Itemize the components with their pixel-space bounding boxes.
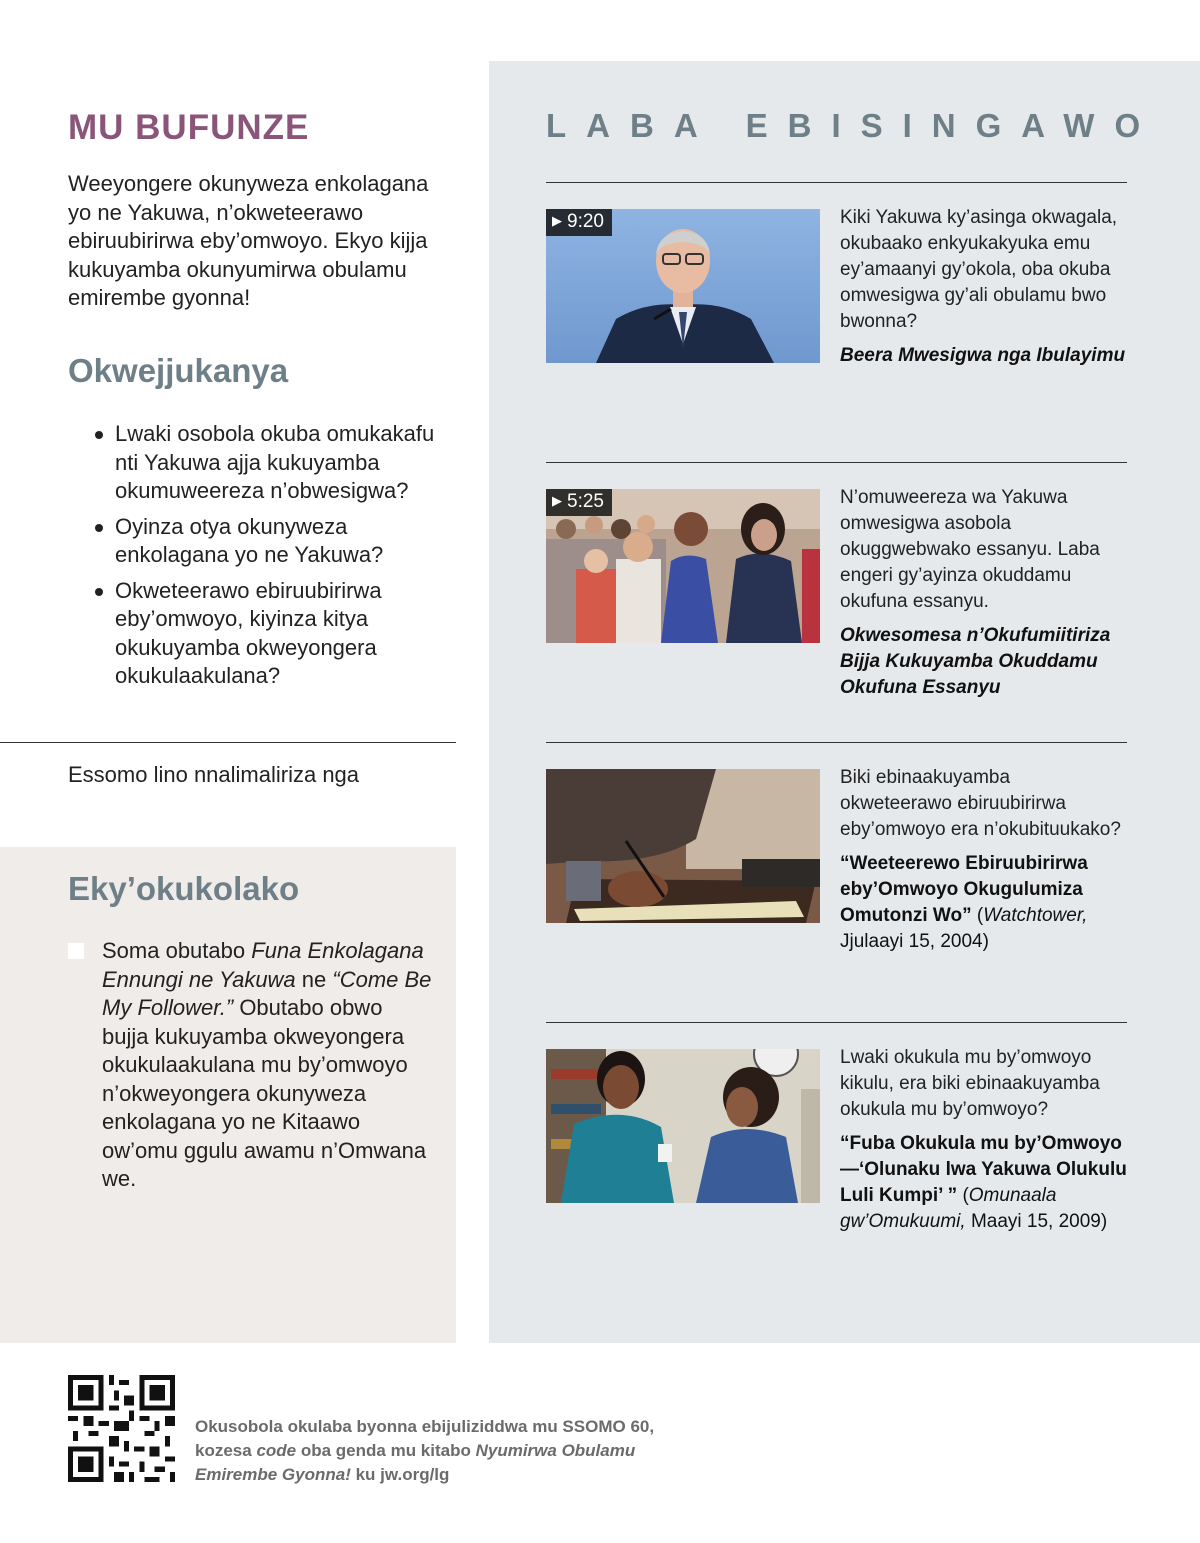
video-thumbnail[interactable] xyxy=(546,489,820,643)
play-icon: ▶ xyxy=(552,493,562,508)
qr-code-icon xyxy=(68,1375,175,1482)
item-reference[interactable]: Okwesomesa n’Okufumiitiriza Bijja Kukuyamba Okuddamu Okufuna Essanyu xyxy=(840,625,1111,698)
item-reference[interactable]: “Weeteerewo Ebiruubirirwa eby’Omwoyo Okugulumiza Omutonzi Wo” (Watchtower, Jjulaayi 15, 2004) xyxy=(840,853,1088,952)
review-title: Okwejjukanya xyxy=(68,352,289,389)
review-question: Lwaki osobola okuba omukakafu nti Yakuwa ajja kukuyamba okumuweereza n’obwesigwa? xyxy=(92,420,457,506)
divider xyxy=(546,1022,1127,1023)
homework-title: Eky’okukolako xyxy=(68,870,300,907)
homework-text: Soma obutabo Funa Enkolagana Ennungi ne Yakuwa ne “Come Be My Follower.” Obutabo obwo bujja kukuyamba okweyongera okukulaakulana mu by’omwoyo n’okweyongera okunyweza enkolagana yo ne Kitaawo ow’omu ggulu awamu n’Omwana we. xyxy=(102,938,432,1191)
book-title: Funa Enkolagana Ennungi ne Yakuwa xyxy=(102,938,424,992)
summary-text: Weeyongere okunyweza enkolagana yo ne Yakuwa, n’okweteerawo ebiruubirirwa eby’omwoyo. Ekyo kijja kukuyamba okunyumirwa obulamu emirembe gyonna! xyxy=(68,171,429,310)
review-questions xyxy=(92,420,457,698)
homework-checkbox[interactable] xyxy=(68,943,84,959)
video-duration-badge: ▶ 9:20 xyxy=(546,209,612,236)
item-description: Lwaki okukula mu by’omwoyo kikulu, era biki ebinaakuyamba okukula mu by’omwoyo? xyxy=(840,1047,1100,1120)
article-thumbnail[interactable] xyxy=(546,1049,820,1203)
nurses-image xyxy=(546,1049,820,1203)
divider xyxy=(546,462,1127,463)
review-question: Okweteerawo ebiruubirirwa eby’omwoyo, kiyinza kitya okukuyamba okweyongera okukulaakulana? xyxy=(92,577,457,691)
article-thumbnail[interactable] xyxy=(546,769,820,923)
qr-code[interactable] xyxy=(68,1375,175,1482)
summary-title: MU BUFUNZE xyxy=(68,108,310,147)
explore-title: LABA EBISINGAWO xyxy=(546,107,1161,144)
review-question: Oyinza otya okunyweza enkolagana yo ne Yakuwa? xyxy=(92,513,457,570)
book-title: “Come Be My Follower.” xyxy=(102,966,432,1020)
item-reference[interactable]: “Fuba Okukula mu by’Omwoyo—‘Olunaku lwa Yakuwa Olukulu Luli Kumpi’ ” (Omunaala gw’Omukuumi, Maayi 15, 2009) xyxy=(840,1133,1127,1232)
item-description: Kiki Yakuwa ky’asinga okwagala, okubaako enkyukakyuka emu ey’amaanyi gy’okola, oba okuba omwesigwa gy’ali obulamu bwo bwonna? xyxy=(840,207,1118,332)
divider xyxy=(546,742,1127,743)
video-thumbnail[interactable] xyxy=(546,209,820,363)
item-reference[interactable]: Beera Mwesigwa nga Ibulayimu xyxy=(840,345,1126,366)
writing-image xyxy=(546,769,820,923)
lesson-finished-line: Essomo lino nnalimaliriza nga xyxy=(68,762,360,787)
video-duration-badge: ▶ 5:25 xyxy=(546,489,612,516)
item-description: Biki ebinaakuyamba okweteerawo ebiruubirirwa eby’omwoyo era n’okubituukako? xyxy=(840,767,1121,840)
item-description: N’omuweereza wa Yakuwa omwesigwa asobola okuggwebwako essanyu. Laba engeri gy’ayinza okuddamu okufuna essanyu. xyxy=(840,487,1100,612)
play-icon: ▶ xyxy=(552,213,562,228)
divider xyxy=(0,742,456,743)
footer-note: Okusobola okulaba byonna ebijuliziddwa mu SSOMO 60, kozesa code oba genda mu kitabo Nyumirwa Obulamu Emirembe Gyonna! ku jw.org/lg xyxy=(195,1417,655,1484)
divider xyxy=(546,182,1127,183)
